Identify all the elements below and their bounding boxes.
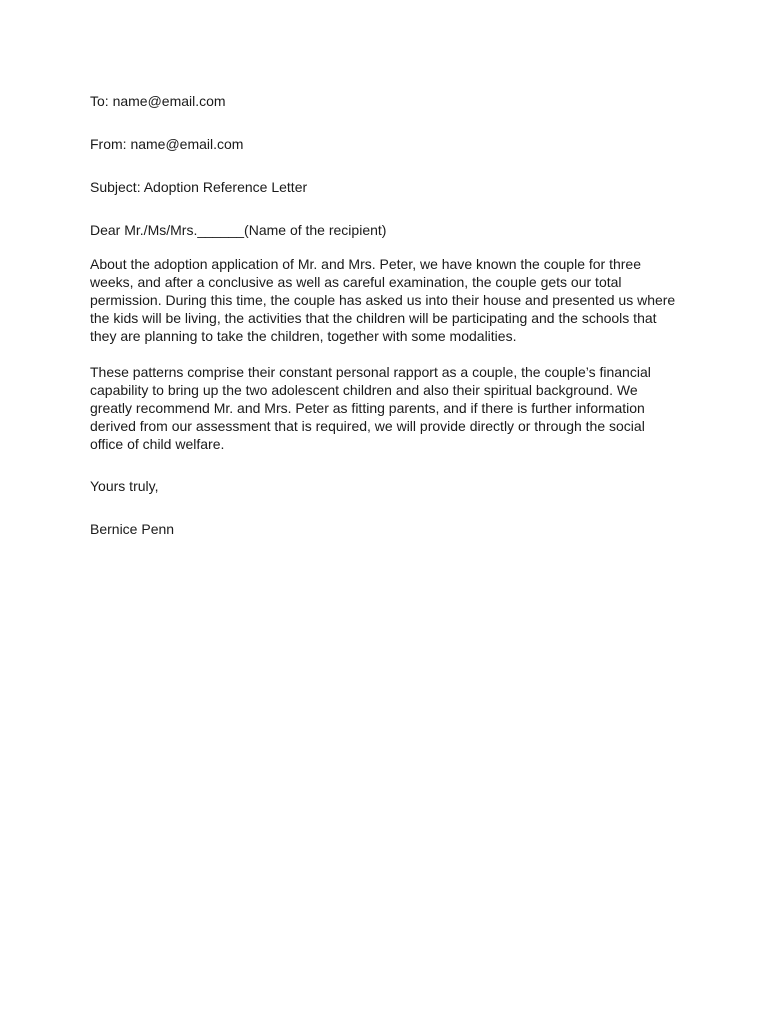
body-paragraph-1: About the adoption application of Mr. and Mrs. Peter, we have known the couple for three weeks, and after a conclusive as well as careful examination, the couple gets our total permission. During this time, the couple has asked us into their house and presented us where the kids will be living, the activities that the children will be participating and the schools that they are planning to take the children, together with some modalities. bbox=[90, 256, 676, 344]
closing: Yours truly, bbox=[90, 478, 159, 494]
signature-name: Bernice Penn bbox=[90, 521, 175, 537]
letter-body bbox=[90, 92, 690, 538]
subject-line: Subject: Adoption Reference Letter bbox=[90, 179, 308, 195]
to-line: To: name@email.com bbox=[90, 93, 226, 109]
from-line: From: name@email.com bbox=[90, 136, 244, 152]
salutation: Dear Mr./Ms/Mrs.______(Name of the recipient) bbox=[90, 222, 387, 238]
body-paragraph-2: These patterns comprise their constant personal rapport as a couple, the couple’s financial capability to bring up the two adolescent children and also their spiritual background. We greatly recommend Mr. and Mrs. Peter as fitting parents, and if there is further information derived from our assessment that is required, we will provide directly or through the social office of child welfare. bbox=[90, 364, 651, 452]
